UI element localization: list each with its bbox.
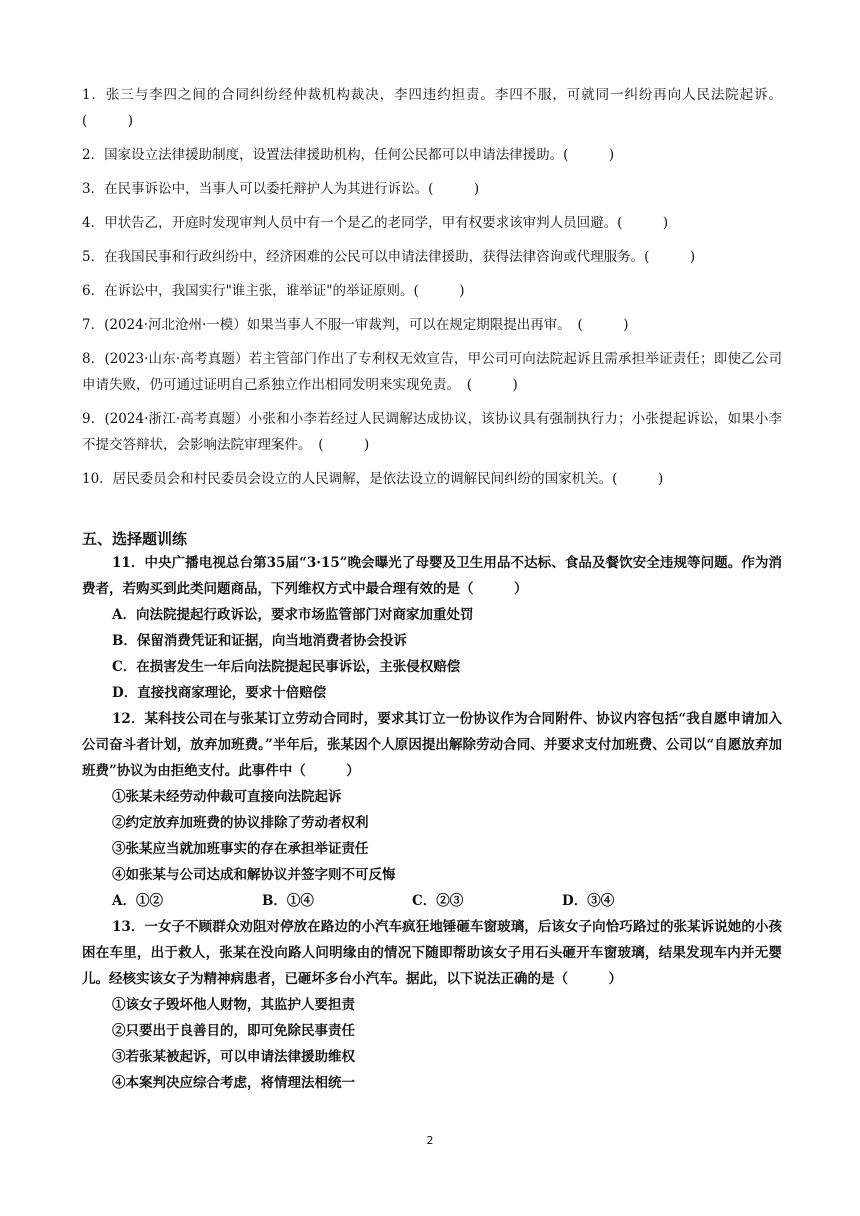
statement-4: ④如张某与公司达成和解协议并签字则不可反悔 [112,867,396,883]
choice-d: D．③④ [562,893,615,909]
tf-item-8: 8．(2023·山东·高考真题）若主管部门作出了专利权无效宣告，甲公司可向法院起诉且需承担举证责任；即使乙公司申请失败，仍可通过证明自己系独立作出相同发明来实现免责。 ( ) [82,351,782,393]
question-stem: 13．一女子不顾群众劝阻对停放在路边的小汽车疯狂地锤砸车窗玻璃，后该女子向恰巧路过的张某诉说她的小孩困在车里，出于救人，张某在没向路人问明缘由的情况下随即帮助该女子用石头砸开车窗玻璃，结果发现车内并无婴儿。经核实该女子为精神病患者，已砸坏多台小汽车。据此，以下说法正确的是（ ） [82,919,782,987]
tf-item-6: 6．在诉讼中，我国实行"谁主张，谁举证"的举证原则。( ) [82,283,465,299]
statement-4: ④本案判决应综合考虑，将情理法相统一 [112,1075,355,1091]
tf-item-2: 2．国家设立法律援助制度，设置法律援助机构，任何公民都可以申请法律援助。( ) [82,147,615,163]
statement-2: ②约定放弃加班费的协议排除了劳动者权利 [112,815,369,831]
option-a: A．向法院提起行政诉讼，要求市场监管部门对商家加重处罚 [112,607,474,623]
multiple-choice-section [82,550,782,1096]
question-statements [82,992,782,1096]
tf-item-4: 4．甲状告乙，开庭时发现审判人员中有一个是乙的老同学，甲有权要求该审判人员回避。( ) [82,215,669,231]
question-12 [82,706,782,914]
option-b: B．保留消费凭证和证据，向当地消费者协会投诉 [112,633,407,649]
page-number: 2 [426,1134,434,1147]
statement-3: ③张某应当就加班事实的存在承担举证责任 [112,841,369,857]
option-d: D．直接找商家理论，要求十倍赔偿 [112,685,327,701]
tf-item-9: 9．(2024·浙江·高考真题）小张和小李若经过人民调解达成协议，该协议具有强制执行力；小张提起诉讼，如果小李不提交答辩状，会影响法院审理案件。 ( ) [82,411,782,453]
statement-1: ①该女子毁坏他人财物，其监护人要担责 [112,997,355,1013]
question-stem: 12．某科技公司在与张某订立劳动合同时，要求其订立一份协议作为合同附件、协议内容包括“我自愿申请加入公司奋斗者计划，放弃加班费。”半年后，张某因个人原因提出解除劳动合同、并要求支付加班费、公司以“自愿放弃加班费”协议为由拒绝支付。此事件中（ ） [82,711,782,779]
question-choices [82,888,782,914]
tf-item-10: 10．居民委员会和村民委员会设立的人民调解，是依法设立的调解民间纠纷的国家机关。( ) [82,471,664,487]
question-stem: 11．中央广播电视总台第35届“3·15”晚会曝光了母婴及卫生用品不达标、食品及餐饮安全违规等问题。作为消费者，若购买到此类问题商品，下列维权方式中最合理有效的是（ ） [82,555,782,597]
tf-item-7: 7．(2024·河北沧州·一模）如果当事人不服一审裁判，可以在规定期限提出再审。 ( ) [82,317,629,333]
option-c: C．在损害发生一年后向法院提起民事诉讼，主张侵权赔偿 [112,659,461,675]
true-false-list [82,82,782,500]
choice-c: C．②③ [412,893,464,909]
statement-1: ①张某未经劳动仲裁可直接向法院起诉 [112,789,342,805]
statement-2: ②只要出于良善目的，即可免除民事责任 [112,1023,355,1039]
question-options [82,602,782,706]
section-title: 五、选择题训练 [82,530,188,548]
question-13 [82,914,782,1096]
statement-3: ③若张某被起诉，可以申请法律援助维权 [112,1049,355,1065]
question-11 [82,550,782,706]
tf-item-1: 1．张三与李四之间的合同纠纷经仲裁机构裁决，李四违约担责。李四不服，可就同一纠纷再向人民法院起诉。( ) [82,87,782,129]
question-statements [82,784,782,888]
tf-item-3: 3．在民事诉讼中，当事人可以委托辩护人为其进行诉讼。( ) [82,181,480,197]
choice-b: B．①④ [262,893,314,909]
choice-a: A．①② [112,893,163,909]
tf-item-5: 5．在我国民事和行政纠纷中，经济困难的公民可以申请法律援助，获得法律咨询或代理服务。( ) [82,249,696,265]
